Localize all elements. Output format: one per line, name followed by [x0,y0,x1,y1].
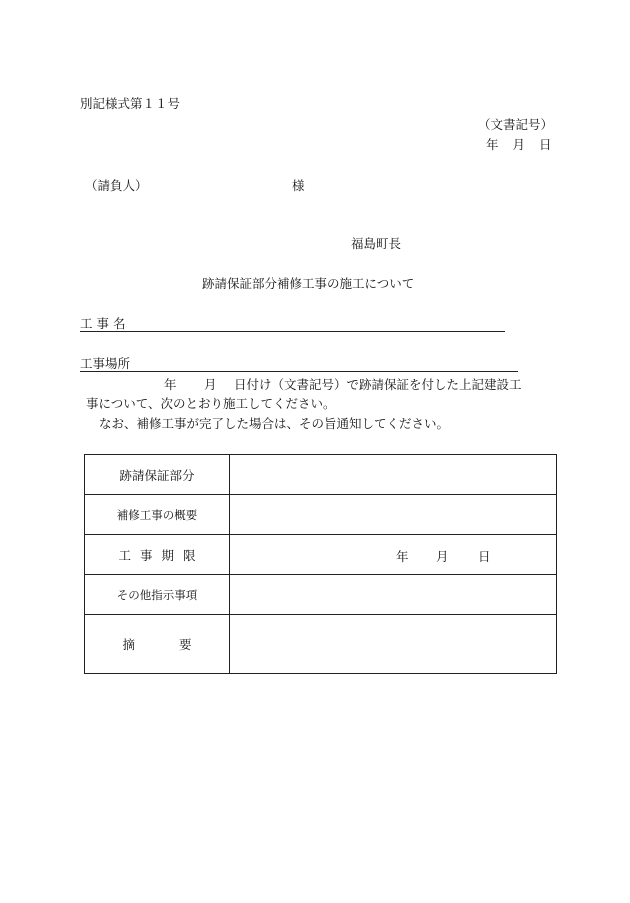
work-place-label: 工事場所 [80,356,131,371]
row-label: その他指示事項 [85,575,230,615]
row-value [230,455,557,495]
document-title: 跡請保証部分補修工事の施工について [202,276,415,291]
instruction-table [84,454,557,674]
row-label: 補修工事の概要 [85,495,230,535]
issuer: 福島町長 [351,236,402,251]
date-year: 年 [486,137,499,152]
work-name-underline [80,331,505,332]
row-label: 跡請保証部分 [85,455,230,495]
body-year: 年 [164,377,177,392]
row-value [230,615,557,674]
work-name-label: 工 事 名 [80,316,126,331]
table-row [85,455,557,495]
deadline-month: 月 [436,549,449,564]
row-label-summary: 摘 要 [85,615,230,674]
deadline-day: 日 [478,549,491,564]
deadline-value [230,535,557,575]
table-row [85,615,557,674]
body-month: 月 [204,377,217,392]
addressee-honorific: 様 [292,178,305,193]
table-row [85,535,557,575]
body-line3-text: なお、補修工事が完了した場合は、その旨通知してください。 [99,416,450,431]
issue-date [486,137,552,153]
date-day: 日 [539,137,552,152]
work-place-underline [80,371,518,372]
form-number: 別記様式第１１号 [80,96,181,111]
document-number: （文書記号） [478,117,554,132]
table-row [85,495,557,535]
row-value [230,575,557,615]
body-line1-text: 日付け（文書記号）で跡請保証を付した上記建設工 [234,377,522,392]
body-line2-text: 事について、次のとおり施工してください。 [86,396,336,411]
addressee-label: （請負人） [85,178,148,193]
row-value [230,495,557,535]
deadline-year: 年 [396,549,409,564]
row-label-deadline: 工事期限 [85,535,230,575]
table-row [85,575,557,615]
date-month: 月 [512,137,526,152]
